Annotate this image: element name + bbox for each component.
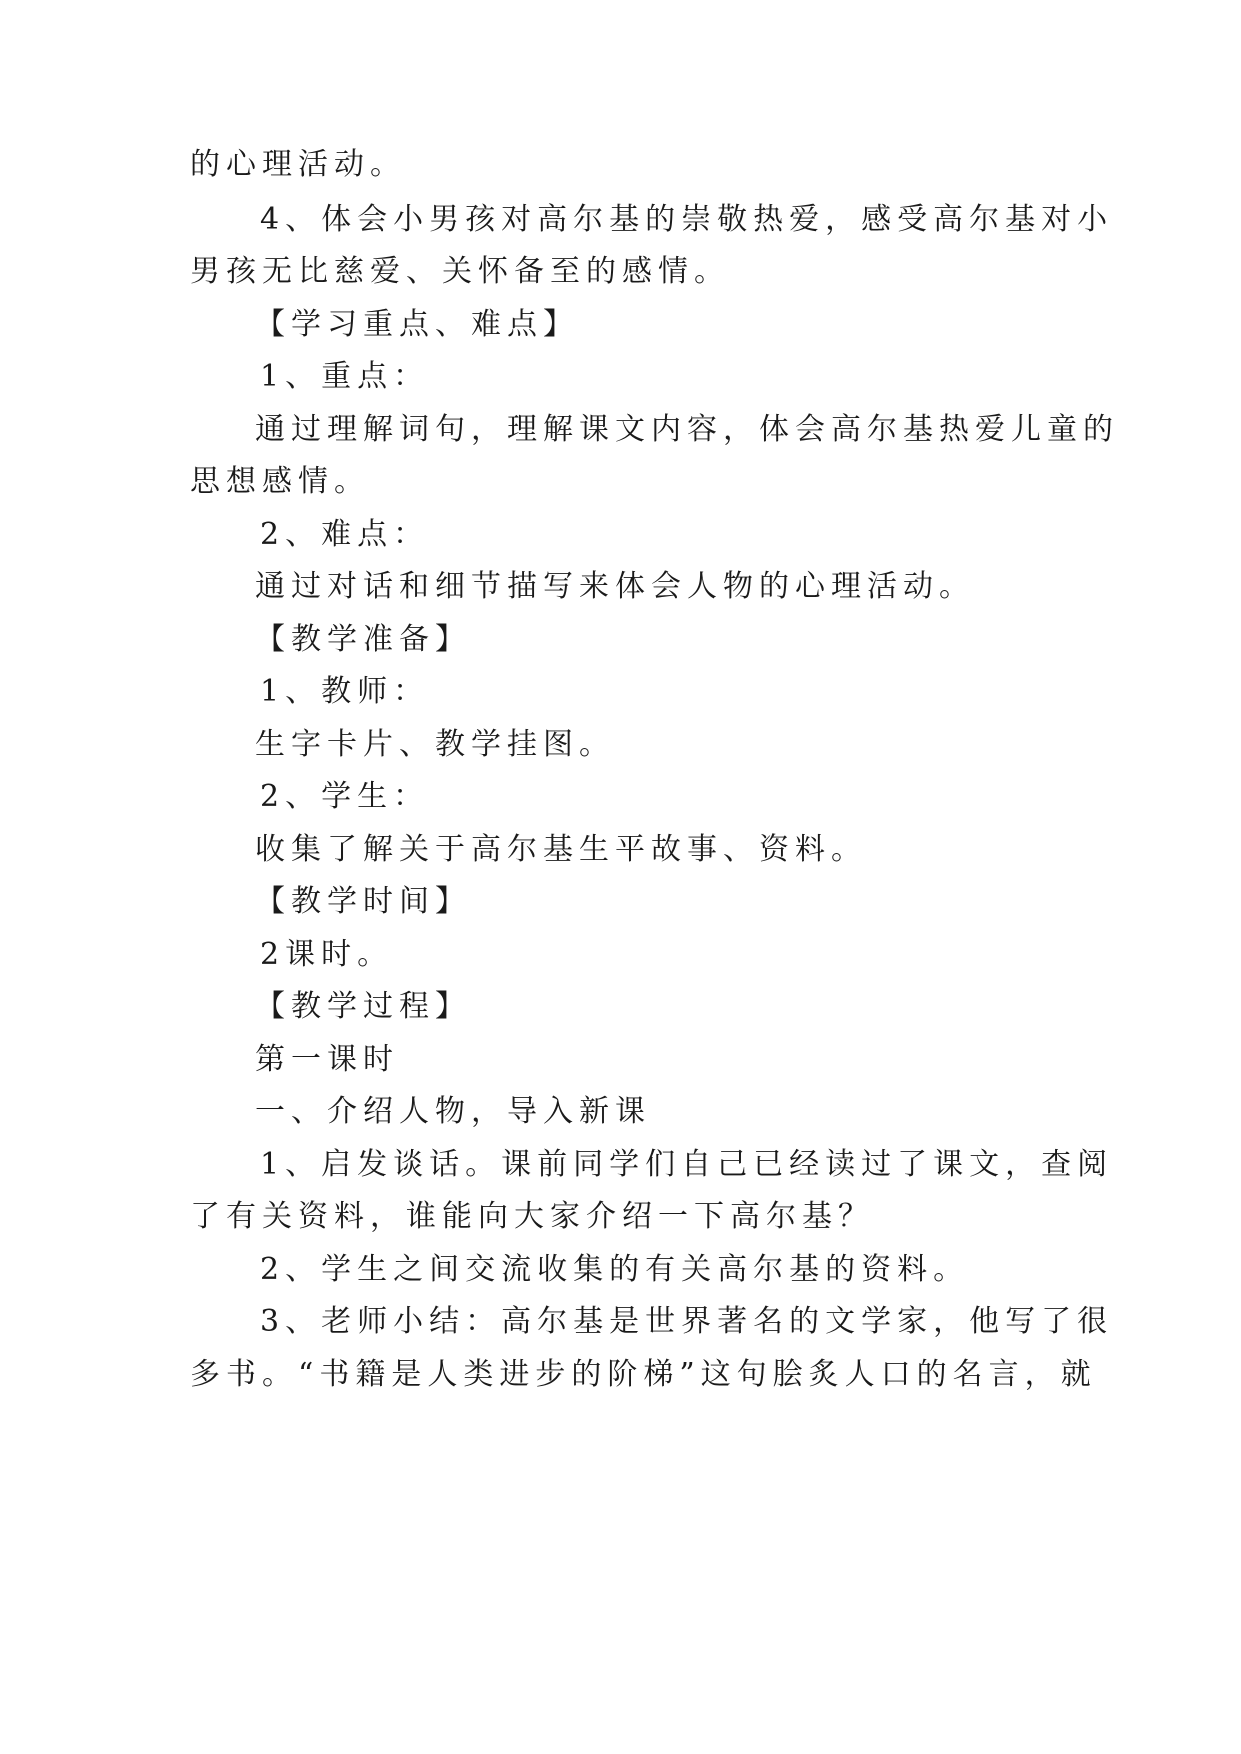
list-item: 2、学生之间交流收集的有关高尔基的资料。	[260, 1252, 970, 1287]
text-line: 一、介绍人物，导入新课	[255, 1094, 651, 1129]
list-item: 2、难点：	[260, 517, 430, 552]
text-line: 了有关资料，谁能向大家介绍一下高尔基？	[190, 1199, 874, 1234]
text-line: 男孩无比慈爱、关怀备至的感情。	[190, 254, 730, 289]
text-line: 通过理解词句，理解课文内容，体会高尔基热爱儿童的	[255, 412, 1119, 447]
list-item: 3、老师小结：高尔基是世界著名的文学家，他写了很	[260, 1304, 1114, 1339]
section-heading: 【教学时间】	[255, 884, 471, 919]
list-item: 1、启发谈话。课前同学们自己已经读过了课文，查阅	[260, 1147, 1114, 1182]
section-heading: 【教学准备】	[255, 622, 471, 657]
section-heading: 【教学过程】	[255, 989, 471, 1024]
list-item: 2、学生：	[260, 779, 430, 814]
text-line: 思想感情。	[190, 464, 370, 499]
text-line: 2课时。	[260, 937, 394, 972]
text-line: 通过对话和细节描写来体会人物的心理活动。	[255, 569, 975, 604]
section-heading: 【学习重点、难点】	[255, 307, 579, 342]
list-item: 4、体会小男孩对高尔基的崇敬热爱，感受高尔基对小	[260, 202, 1114, 237]
list-item: 1、教师：	[260, 674, 430, 709]
text-line: 的心理活动。	[190, 147, 406, 182]
text-line: 第一课时	[255, 1042, 399, 1077]
text-line: 生字卡片、教学挂图。	[255, 727, 615, 762]
text-line: 多书。“书籍是人类进步的阶梯”这句脍炙人口的名言，就	[190, 1357, 1097, 1392]
list-item: 1、重点：	[260, 359, 430, 394]
text-line: 收集了解关于高尔基生平故事、资料。	[255, 832, 867, 867]
